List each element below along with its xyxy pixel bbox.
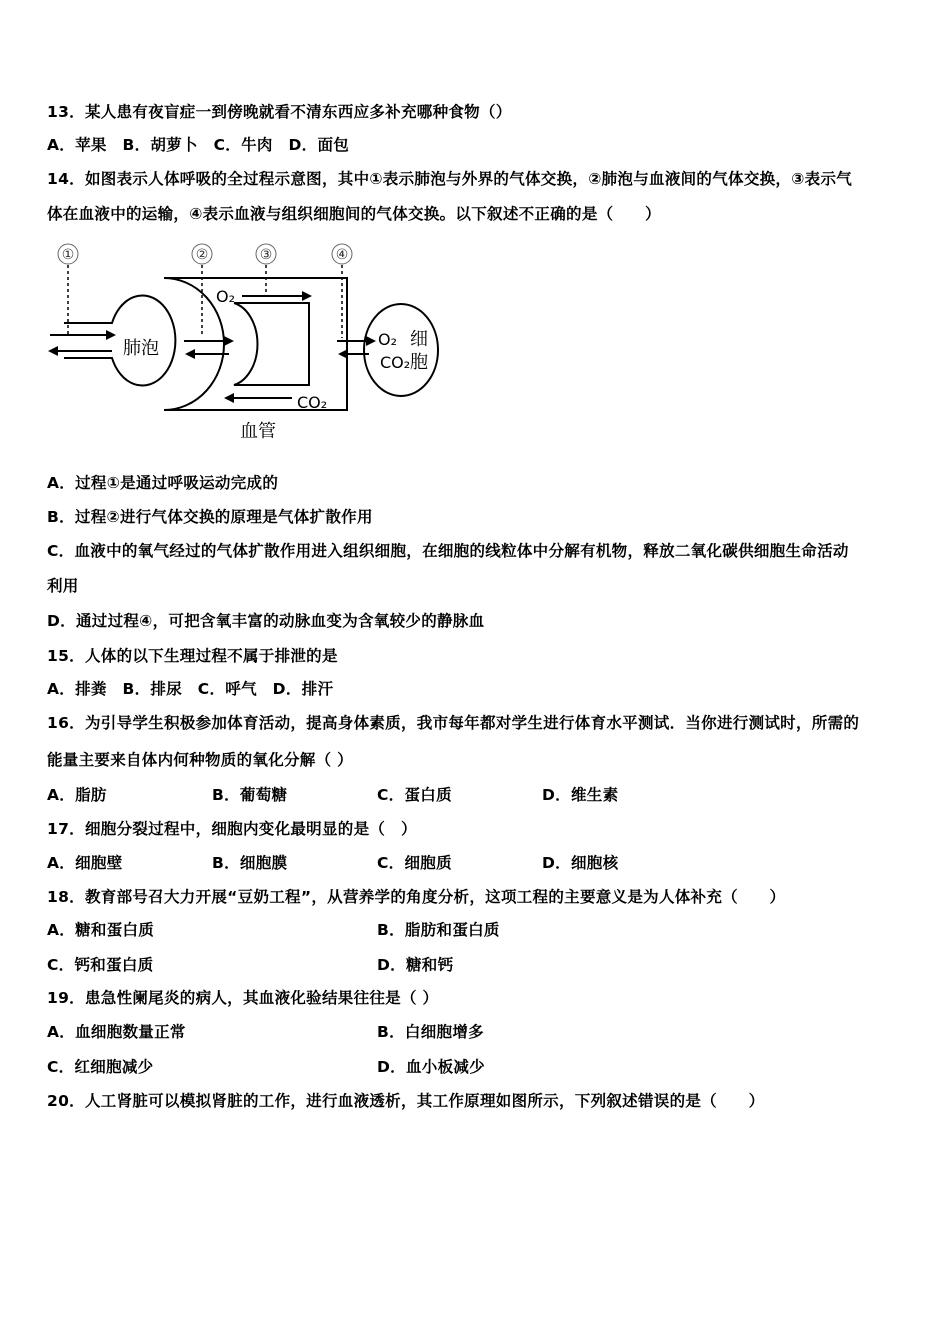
q13-options: A．苹果 B．胡萝卜 C．牛肉 D．面包 [47,136,350,154]
q18-option-c: C．钙和蛋白质 [47,956,154,974]
q19-option-a: A．血细胞数量正常 [47,1023,186,1041]
q14-option-c-line1: C．血液中的氧气经过的气体扩散作用进入组织细胞，在细胞的线粒体中分解有机物，释放二氧化碳供细胞生命活动 [47,542,849,560]
q15-stem: 15．人体的以下生理过程不属于排泄的是 [47,647,338,665]
co2-label: CO₂ [297,393,328,412]
q16-option-a: A．脂肪 [47,786,107,804]
q16-stem-line1: 16．为引导学生积极参加体育活动，提高身体素质，我市每年都对学生进行体育水平测试．当你进行测试时，所需的 [47,714,860,732]
q17-option-d: D．细胞核 [542,854,619,872]
q19-option-c: C．红细胞减少 [47,1058,154,1076]
q18-stem: 18．教育部号召大力开展“豆奶工程”，从营养学的角度分析，这项工程的主要意义是为人体补充（ ） [47,888,786,906]
cell-label-1: 细 [410,329,428,350]
q18-option-b: B．脂肪和蛋白质 [377,921,500,939]
q15-options: A．排粪 B．排尿 C．呼气 D．排汗 [47,680,334,698]
q14-option-b: B．过程②进行气体交换的原理是气体扩散作用 [47,508,373,526]
q18-option-a: A．糖和蛋白质 [47,921,155,939]
q14-option-a: A．过程①是通过呼吸运动完成的 [47,474,279,492]
q13-stem: 13．某人患有夜盲症一到傍晚就看不清东西应多补充哪种食物（） [47,103,512,121]
q14-stem-line2: 体在血液中的运输，④表示血液与组织细胞间的气体交换。以下叙述不正确的是（ ） [47,205,661,223]
q16-option-b: B．葡萄糖 [212,786,288,804]
alveolus-label: 肺泡 [123,338,159,359]
q17-option-a: A．细胞壁 [47,854,123,872]
q16-stem-line2: 能量主要来自体内何种物质的氧化分解（ ） [47,751,353,769]
marker-3: ③ [259,247,273,263]
marker-2: ② [195,247,209,263]
q19-option-d: D．血小板减少 [377,1058,485,1076]
o2-label: O₂ [216,287,236,306]
q19-stem: 19．患急性阑尾炎的病人，其血液化验结果往往是（ ） [47,989,439,1007]
q17-option-c: C．细胞质 [377,854,452,872]
respiration-diagram [44,238,446,446]
q16-option-d: D．维生素 [542,786,619,804]
cell-label-2: 胞 [410,352,428,373]
cell-o2-label: O₂ [378,330,398,349]
q14-option-d: D．通过过程④，可把含氧丰富的动脉血变为含氧较少的静脉血 [47,612,485,630]
marker-1: ① [61,247,75,263]
q18-option-d: D．糖和钙 [377,956,454,974]
q17-option-b: B．细胞膜 [212,854,288,872]
cell-co2-label: CO₂ [380,353,411,372]
marker-4: ④ [335,247,349,263]
q17-stem: 17．细胞分裂过程中，细胞内变化最明显的是（ ） [47,820,417,838]
q14-stem-line1: 14．如图表示人体呼吸的全过程示意图，其中①表示肺泡与外界的气体交换，②肺泡与血液间的气体交换，③表示气 [47,170,853,188]
vessel-label: 血管 [240,421,276,442]
q20-stem: 20．人工肾脏可以模拟肾脏的工作，进行血液透析，其工作原理如图所示，下列叙述错误的是（ ） [47,1092,765,1110]
q14-option-c-line2: 利用 [47,577,79,595]
q19-option-b: B．白细胞增多 [377,1023,484,1041]
q16-option-c: C．蛋白质 [377,786,452,804]
